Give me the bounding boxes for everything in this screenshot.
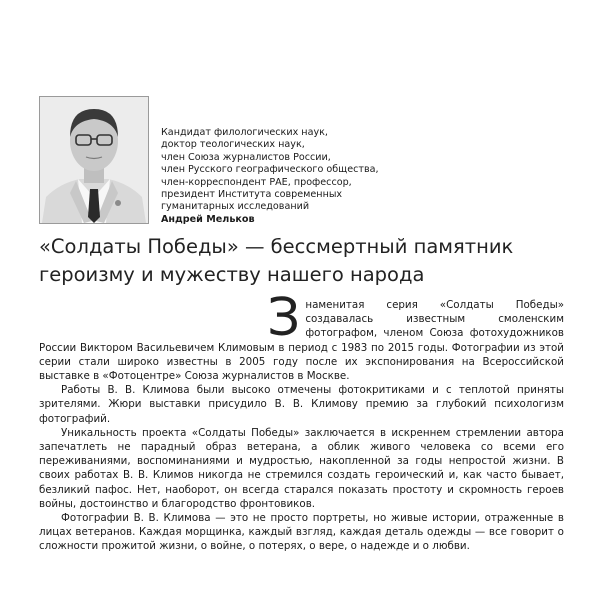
bio-line: член-корреспондент РАЕ, профессор,: [161, 176, 352, 188]
author-bio: [161, 127, 481, 226]
article-body: [39, 288, 564, 554]
bio-line: Кандидат филологических наук,: [161, 127, 328, 138]
bio-line: президент Института современных: [161, 189, 343, 201]
author-name: Андрей Мельков: [161, 213, 255, 225]
paragraph: наменитая серия «Солдаты Победы» создавалась известным смоленским фотографом, членом Союза фотохудожников России Виктором Васильевичем Климовым в период с 1983 по 2015 годы. Фотографии из этой серии стали широко известны в 2005 году после их экспонирования на Всероссийской выставке в «Фотоцентре» Союза журналистов в Москве.: [39, 299, 564, 383]
paragraph: Работы В. В. Климова были высоко отмечены фотокритиками и с теплотой приняты зрителями. Жюри выставки присудило В. В. Климову премию за глубокий психологизм фотографий.: [39, 384, 564, 425]
drop-cap: З: [267, 288, 301, 348]
title-line: «Солдаты Победы» — бессмертный памятник: [39, 235, 514, 258]
bio-line: гуманитарных исследований: [161, 201, 310, 213]
author-portrait: [39, 96, 149, 224]
bio-line: член Русского географического общества,: [161, 164, 379, 176]
article-title: [39, 233, 564, 289]
bio-line: доктор теологических наук,: [161, 139, 305, 151]
paragraph: Фотографии В. В. Климова — это не просто портреты, но живые истории, отраженные в лицах ветеранов. Каждая морщинка, каждый взгляд, каждая деталь одежды — все говорит о сложности прожитой жизни, о войне, о потерях, о вере, о надежде и о любви.: [39, 512, 564, 553]
bio-line: член Союза журналистов России,: [161, 151, 331, 163]
paragraph: Уникальность проекта «Солдаты Победы» заключается в искреннем стремлении автора запечатлеть не парадный образ ветерана, а облик живого человека со всеми его переживаниями, воспоминаниями и мудростью, накопленной за годы непростой жизни. В своих работах В. В. Климов никогда не стремился создать героический и, как часто бывает, безликий пафос. Нет, наоборот, он всегда старался показать простоту и скромность героев войны, достоинство и благородство фронтовиков.: [39, 426, 564, 510]
title-line: героизму и мужеству нашего народа: [39, 263, 425, 286]
